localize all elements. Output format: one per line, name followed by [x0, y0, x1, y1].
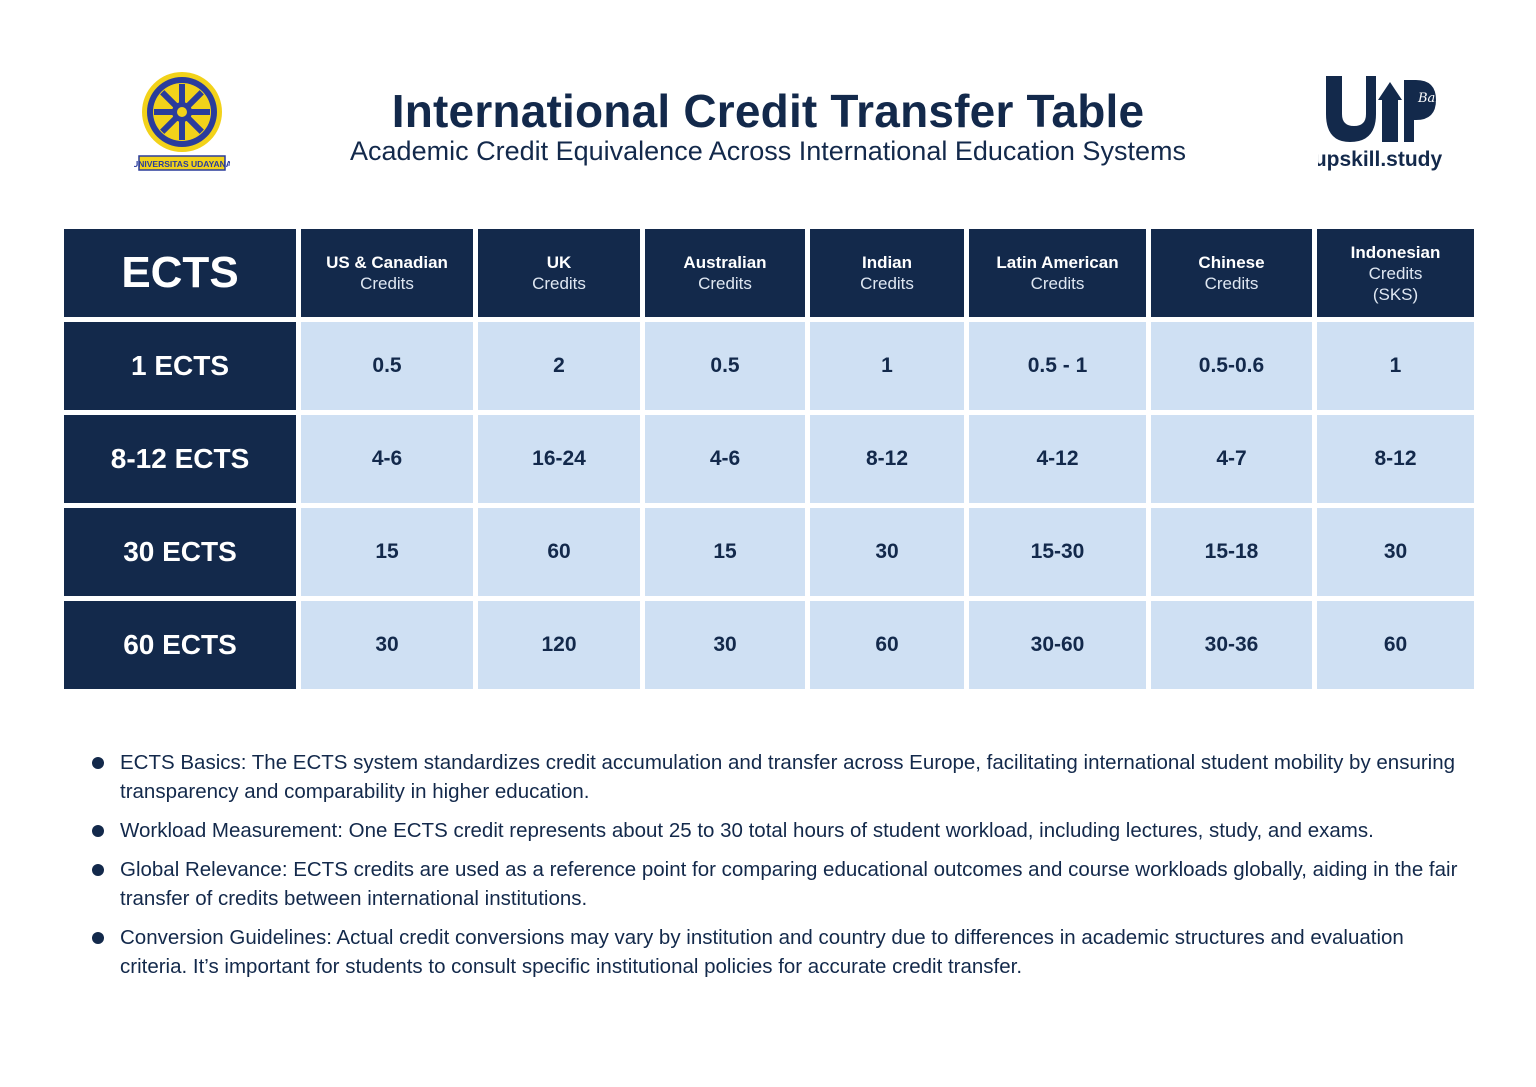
- note-item: [88, 923, 1468, 981]
- row-label: 60 ECTS: [64, 601, 296, 689]
- table-cell: 30: [810, 508, 964, 596]
- column-header: [478, 229, 640, 317]
- column-header: [645, 229, 805, 317]
- column-header-sub: Credits: [1030, 274, 1085, 293]
- table-cell: 30: [645, 601, 805, 689]
- note-item: [88, 748, 1468, 806]
- column-header: [969, 229, 1146, 317]
- column-header-name: Australian: [683, 253, 767, 272]
- table-corner-ects: ECTS: [64, 229, 296, 317]
- column-header-sub: Credits: [698, 274, 752, 293]
- bullet-dot-icon: [92, 825, 104, 837]
- table-cell: 30-36: [1151, 601, 1312, 689]
- table-cell: 4-6: [645, 415, 805, 503]
- table-cell: 8-12: [1317, 415, 1474, 503]
- note-text: Workload Measurement: One ECTS credit represents about 25 to 30 total hours of student workload, including lectures, study, and exams.: [120, 819, 1374, 842]
- note-text: Global Relevance: ECTS credits are used as a reference point for comparing educational outcomes and course workloads globally, aiding in the fair transfer of credits between international institutions.: [120, 858, 1458, 910]
- page-subtitle: Academic Credit Equivalence Across International Education Systems: [350, 136, 1186, 166]
- credit-transfer-table: [64, 229, 1474, 689]
- row-label: 30 ECTS: [64, 508, 296, 596]
- column-header-sub: Credits: [860, 274, 914, 293]
- column-header: [301, 229, 473, 317]
- table-cell: 0.5-0.6: [1151, 322, 1312, 410]
- column-header-name: Indonesian: [1350, 242, 1441, 262]
- column-header-name: US & Canadian: [326, 253, 448, 272]
- column-header-name: Latin American: [996, 253, 1119, 272]
- table-cell: 30-60: [969, 601, 1146, 689]
- column-header: [1151, 229, 1312, 317]
- upskill-logo-script: Bali: [1418, 91, 1442, 106]
- note-item: [88, 855, 1468, 913]
- table-cell: 0.5: [645, 322, 805, 410]
- table-cell: 60: [810, 601, 964, 689]
- table-cell: 15: [301, 508, 473, 596]
- page-title: International Credit Transfer Table: [391, 85, 1145, 137]
- table-cell: 0.5 - 1: [969, 322, 1146, 410]
- table-cell: 15-18: [1151, 508, 1312, 596]
- row-label: 8-12 ECTS: [64, 415, 296, 503]
- table-cell: 1: [810, 322, 964, 410]
- table-cell: 30: [301, 601, 473, 689]
- note-text: ECTS Basics: The ECTS system standardizes credit accumulation and transfer across Europe, facilitating international student mobility by ensuring transparency and comparability in higher education.: [120, 751, 1456, 803]
- column-header-sub: Credits: [1204, 274, 1259, 293]
- column-header-sub: Credits: [360, 274, 414, 293]
- table-cell: 15-30: [969, 508, 1146, 596]
- column-header-sub: Credits: [532, 274, 586, 293]
- row-label: 1 ECTS: [64, 322, 296, 410]
- header: [0, 0, 1536, 200]
- bullet-dot-icon: [92, 864, 104, 876]
- university-logo-label: UNIVERSITAS UDAYANA: [134, 159, 230, 169]
- bullet-dot-icon: [92, 932, 104, 944]
- upskill-logo-brand: upskill.study: [1318, 148, 1442, 171]
- note-item: [88, 816, 1468, 845]
- table-cell: 8-12: [810, 415, 964, 503]
- notes-list: [88, 748, 1468, 991]
- table-cell: 4-12: [969, 415, 1146, 503]
- table-cell: 4-6: [301, 415, 473, 503]
- column-header-sub: Credits: [1368, 263, 1423, 283]
- column-header-name: Indian: [861, 253, 913, 272]
- column-header-name: Chinese: [1198, 253, 1265, 272]
- table-cell: 15: [645, 508, 805, 596]
- table-cell: 2: [478, 322, 640, 410]
- table-cell: 1: [1317, 322, 1474, 410]
- table-cell: 60: [1317, 601, 1474, 689]
- table-cell: 16-24: [478, 415, 640, 503]
- table-cell: 0.5: [301, 322, 473, 410]
- table-cell: 60: [478, 508, 640, 596]
- column-header: [1317, 229, 1474, 317]
- column-header-sub2: (SKS): [1372, 284, 1419, 304]
- column-header: [810, 229, 964, 317]
- bullet-dot-icon: [92, 757, 104, 769]
- upskill-logo: [1318, 70, 1442, 174]
- note-text: Conversion Guidelines: Actual credit conversions may vary by institution and country due to differences in academic structures and evaluation criteria. It’s important for students to consult specific institutional policies for accurate credit transfer.: [120, 926, 1404, 978]
- table-cell: 4-7: [1151, 415, 1312, 503]
- table-cell: 120: [478, 601, 640, 689]
- table-cell: 30: [1317, 508, 1474, 596]
- column-header-name: UK: [546, 253, 572, 272]
